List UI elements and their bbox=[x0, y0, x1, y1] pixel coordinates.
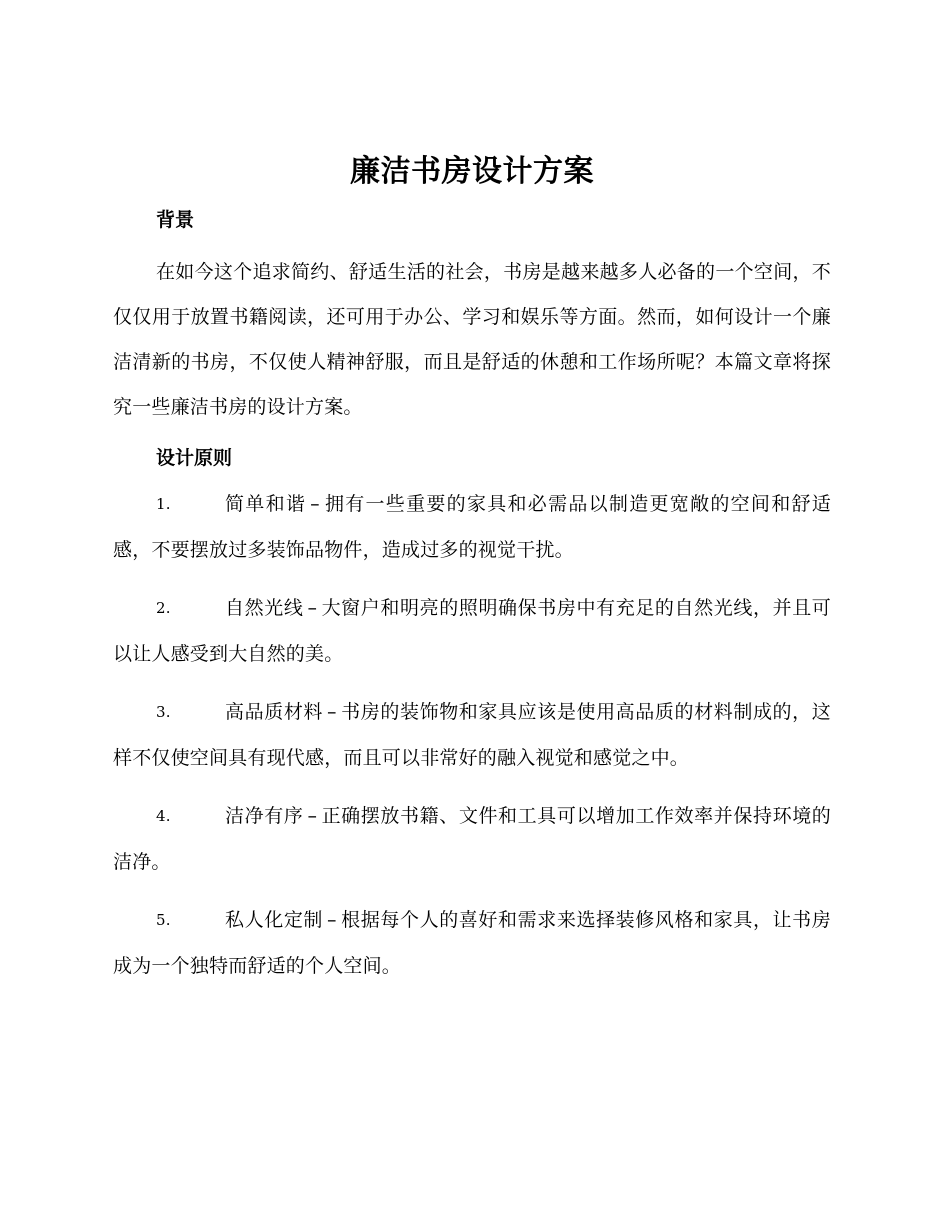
principle-item-1 bbox=[113, 481, 831, 573]
principle-description: 正确摆放书籍、文件和工具可以增加工作效率并保持环境的洁净。 bbox=[113, 805, 832, 873]
document-content bbox=[113, 148, 831, 1001]
section-heading-principles: 设计原则 bbox=[156, 447, 233, 469]
separator-dash: – bbox=[307, 805, 318, 827]
principle-title: 私人化定制 bbox=[225, 909, 324, 931]
background-paragraph: 在如今这个追求简约、舒适生活的社会，书房是越来越多人必备的一个空间，不仅仅用于放置书籍阅读，还可用于办公、学习和娱乐等方面。然而，如何设计一个廉洁清新的书房，不仅使人精神舒服，而且是舒适的休憩和工作场所呢？本篇文章将探究一些廉洁书房的设计方案。 bbox=[113, 261, 831, 418]
list-number: 2. bbox=[156, 599, 171, 617]
principle-title: 简单和谐 bbox=[225, 493, 307, 515]
list-number: 4. bbox=[156, 807, 171, 825]
separator-dash: – bbox=[327, 701, 337, 723]
principle-item-5 bbox=[113, 897, 831, 989]
principle-description: 根据每个人的喜好和需求来选择装修风格和家具，让书房成为一个独特而舒适的个人空间。 bbox=[113, 909, 831, 977]
principle-title: 洁净有序 bbox=[225, 805, 304, 827]
separator-dash: – bbox=[307, 597, 318, 619]
principle-description: 大窗户和明亮的照明确保书房中有充足的自然光线，并且可以让人感受到大自然的美。 bbox=[113, 597, 832, 665]
principle-item-3 bbox=[113, 689, 831, 781]
list-number: 3. bbox=[156, 703, 171, 721]
section-heading-background: 背景 bbox=[156, 209, 195, 231]
separator-dash: – bbox=[327, 909, 337, 931]
list-number: 5. bbox=[156, 911, 171, 929]
separator-dash: – bbox=[310, 493, 320, 515]
principle-description: 拥有一些重要的家具和必需品以制造更宽敞的空间和舒适感，不要摆放过多装饰品物件，造成过多的视觉干扰。 bbox=[113, 493, 831, 561]
principles-list bbox=[113, 481, 831, 989]
principle-item-2 bbox=[113, 585, 831, 677]
list-number: 1. bbox=[156, 495, 171, 513]
principle-description: 书房的装饰物和家具应该是使用高品质的材料制成的，这样不仅使空间具有现代感，而且可以非常好的融入视觉和感觉之中。 bbox=[113, 701, 831, 769]
principle-title: 高品质材料 bbox=[225, 701, 324, 723]
document-title: 廉洁书房设计方案 bbox=[350, 154, 594, 189]
principle-title: 自然光线 bbox=[225, 597, 304, 619]
principle-item-4 bbox=[113, 793, 831, 885]
